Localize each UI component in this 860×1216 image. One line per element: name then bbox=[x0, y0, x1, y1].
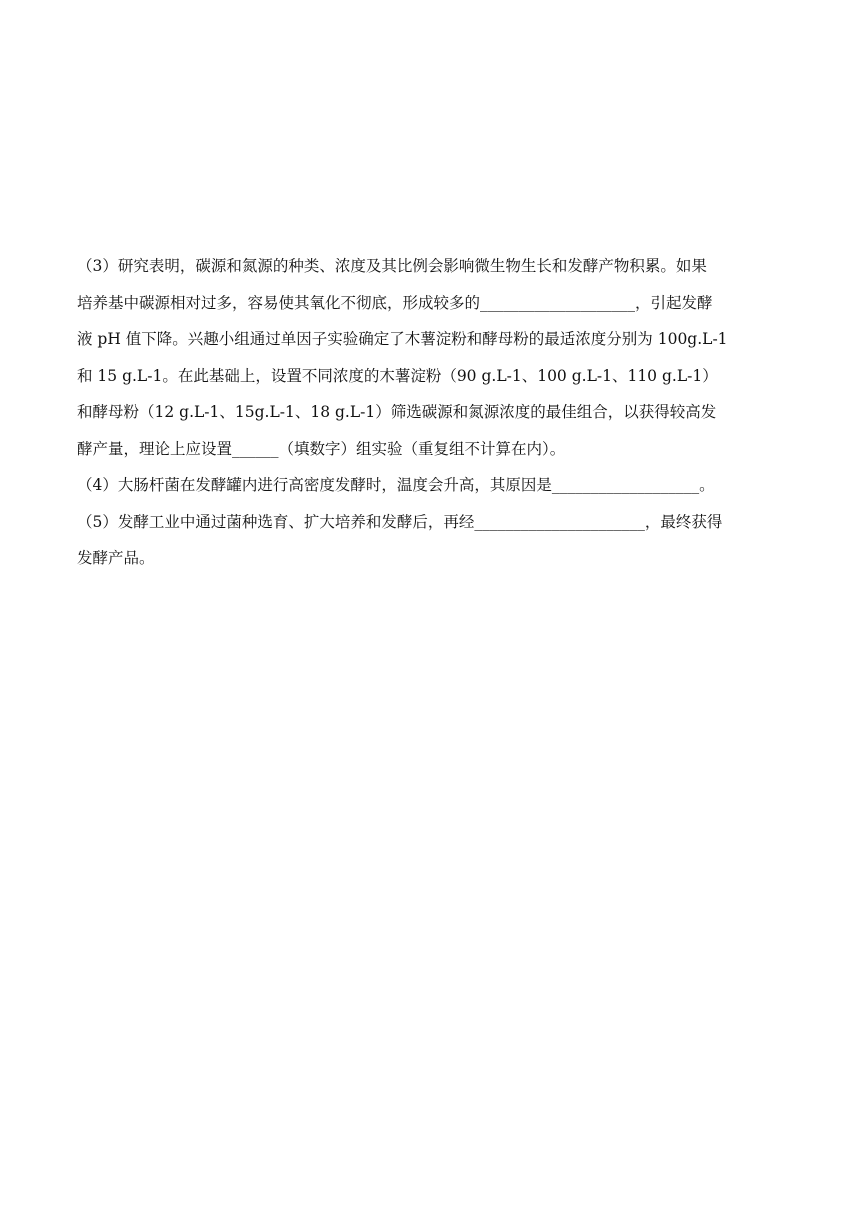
question-3-line-2: 培养基中碳源相对过多，容易使其氧化不彻底，形成较多的____________________，引起发酵 bbox=[77, 293, 713, 312]
question-5-line-2: 发酵产品。 bbox=[77, 549, 155, 567]
question-4 bbox=[77, 467, 785, 504]
question-3 bbox=[77, 248, 785, 467]
question-5-line-1: （5）发酵工业中通过菌种选育、扩大培养和发酵后，再经______________________，最终获得 bbox=[77, 512, 723, 531]
question-content bbox=[77, 248, 785, 577]
question-3-line-4: 和 15 g.L-1。在此基础上，设置不同浓度的木薯淀粉（90 g.L-1、100 g.L-1、110 g.L-1） bbox=[77, 366, 718, 385]
question-4-line-1: （4）大肠杆菌在发酵罐内进行高密度发酵时，温度会升高，其原因是___________________。 bbox=[77, 476, 715, 494]
question-3-line-5: 和酵母粉（12 g.L-1、15g.L-1、18 g.L-1）筛选碳源和氮源浓度的最佳组合，以获得较高发 bbox=[77, 403, 717, 421]
question-3-line-1: （3）研究表明，碳源和氮源的种类、浓度及其比例会影响微生物生长和发酵产物积累。如果 bbox=[77, 257, 707, 275]
question-3-line-6: 酵产量，理论上应设置______（填数字）组实验（重复组不计算在内）。 bbox=[77, 439, 566, 458]
question-3-line-3: 液 pH 值下降。兴趣小组通过单因子实验确定了木薯淀粉和酵母粉的最适浓度分别为 100g.L-1 bbox=[77, 330, 728, 348]
question-5 bbox=[77, 504, 785, 577]
